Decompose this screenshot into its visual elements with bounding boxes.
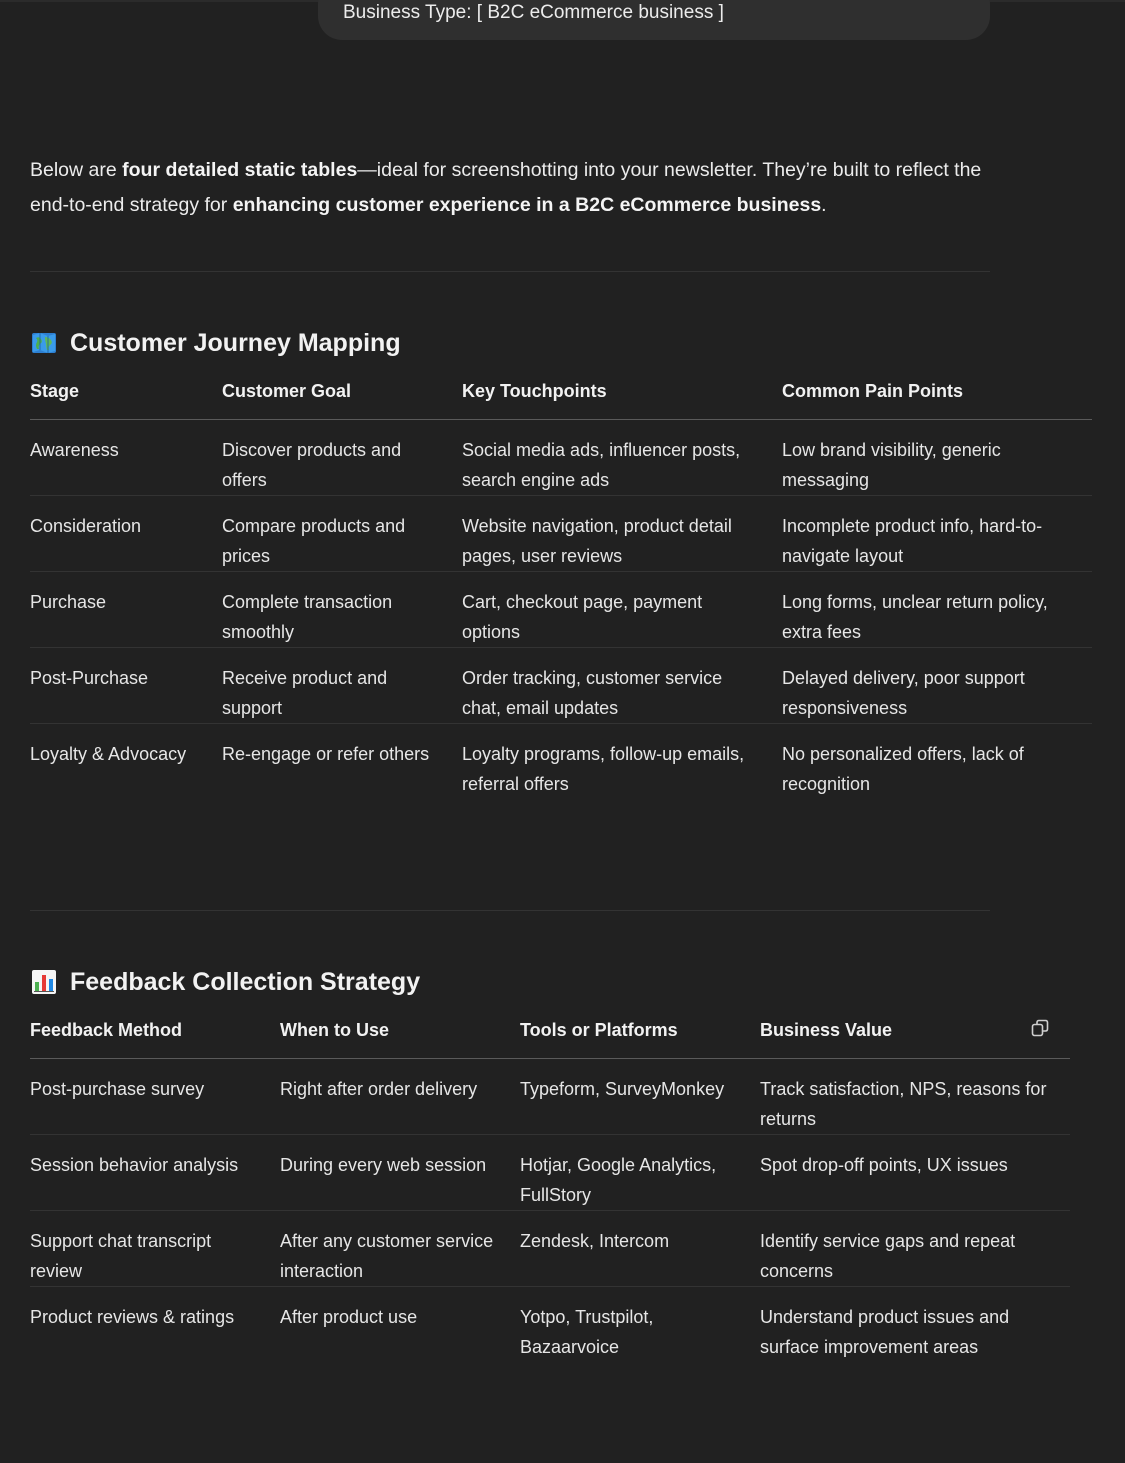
bar-chart-icon <box>30 968 58 996</box>
table-header-row <box>30 381 1092 420</box>
table-cell: Re-engage or refer others <box>222 744 430 764</box>
table-cell: Discover products and offers <box>222 420 462 496</box>
table-cell: Long forms, unclear return policy, extra fees <box>782 572 1092 648</box>
column-header: Common Pain Points <box>782 381 1092 420</box>
table-cell: Delayed delivery, poor support responsiveness <box>782 648 1092 724</box>
column-header: Feedback Method <box>30 1020 280 1059</box>
intro-text: . <box>821 194 827 216</box>
table-cell: Support chat transcript review <box>30 1211 280 1287</box>
table-cell: Purchase <box>30 572 222 648</box>
section-title-journey <box>30 327 401 359</box>
table-row <box>30 1287 1070 1363</box>
section-title-text: Feedback Collection Strategy <box>70 967 421 996</box>
table-cell: Understand product issues and surface improvement areas <box>760 1307 1010 1357</box>
table-cell: Identify service gaps and repeat concerns <box>760 1211 1070 1287</box>
table-cell: Complete transaction smoothly <box>222 572 462 648</box>
column-header: Key Touchpoints <box>462 381 782 420</box>
intro-bold-text: enhancing customer experience in a B2C eCommerce business <box>232 194 822 216</box>
section-title-feedback <box>30 966 420 998</box>
table-cell: Incomplete product info, hard-to-navigate layout <box>782 496 1092 572</box>
table-cell: During every web session <box>280 1135 520 1211</box>
table-cell: Compare products and prices <box>222 496 462 572</box>
table-cell: Loyalty & Advocacy <box>30 744 187 764</box>
table-cell: Track satisfaction, NPS, reasons for returns <box>760 1059 1070 1135</box>
section-divider <box>30 271 990 272</box>
table-cell: Awareness <box>30 420 222 496</box>
column-header: When to Use <box>280 1020 520 1059</box>
table-row <box>30 1211 1070 1287</box>
intro-text: —ideal for screenshotting into your newsletter. They’re built to reflect the end-to-end strategy for <box>30 159 982 216</box>
section-title-text: Customer Journey Mapping <box>70 328 401 357</box>
feedback-strategy-table <box>30 1020 1070 1362</box>
table-cell: Zendesk, Intercom <box>520 1211 760 1287</box>
table-row <box>30 572 1092 648</box>
column-header: Business Value <box>760 1020 1070 1059</box>
table-row <box>30 496 1092 572</box>
table-row <box>30 724 1092 800</box>
table-cell: Hotjar, Google Analytics, FullStory <box>520 1135 760 1211</box>
intro-paragraph <box>30 153 990 223</box>
table-cell: Right after order delivery <box>280 1059 520 1135</box>
table-cell: After any customer service interaction <box>280 1211 520 1287</box>
table-cell: After product use <box>280 1307 418 1327</box>
table-cell: No personalized offers, lack of recognition <box>782 744 1024 794</box>
column-header: Tools or Platforms <box>520 1020 760 1059</box>
table-cell: Low brand visibility, generic messaging <box>782 420 1092 496</box>
table-cell: Order tracking, customer service chat, email updates <box>462 648 782 724</box>
column-header: Stage <box>30 381 222 420</box>
table-row <box>30 1059 1070 1135</box>
table-cell: Cart, checkout page, payment options <box>462 572 782 648</box>
table-cell: Session behavior analysis <box>30 1135 280 1211</box>
table-row <box>30 648 1092 724</box>
table-cell: Loyalty programs, follow-up emails, referral offers <box>462 744 745 794</box>
column-header: Customer Goal <box>222 381 462 420</box>
user-message-bubble <box>318 0 990 40</box>
table-cell: Typeform, SurveyMonkey <box>520 1059 760 1135</box>
table-header-row <box>30 1020 1070 1059</box>
table-cell: Post-purchase survey <box>30 1059 280 1135</box>
table-row <box>30 420 1092 496</box>
map-icon <box>30 329 58 357</box>
intro-text: Below are <box>30 159 123 181</box>
section-divider <box>30 910 990 911</box>
table-cell: Social media ads, influencer posts, search engine ads <box>462 420 782 496</box>
table-cell: Yotpo, Trustpilot, Bazaarvoice <box>520 1307 654 1357</box>
customer-journey-table <box>30 381 1092 799</box>
table-cell: Website navigation, product detail pages, user reviews <box>462 496 782 572</box>
table-cell: Receive product and support <box>222 648 462 724</box>
table-cell: Consideration <box>30 496 222 572</box>
intro-bold-text: four detailed static tables <box>122 159 358 181</box>
table-cell: Product reviews & ratings <box>30 1307 235 1327</box>
table-cell: Post-Purchase <box>30 648 222 724</box>
table-row <box>30 1135 1070 1211</box>
table-cell: Spot drop-off points, UX issues <box>760 1135 1070 1211</box>
user-message-text: Business Type: [ B2C eCommerce business ] <box>343 2 724 23</box>
copy-icon[interactable] <box>1030 1018 1068 1038</box>
